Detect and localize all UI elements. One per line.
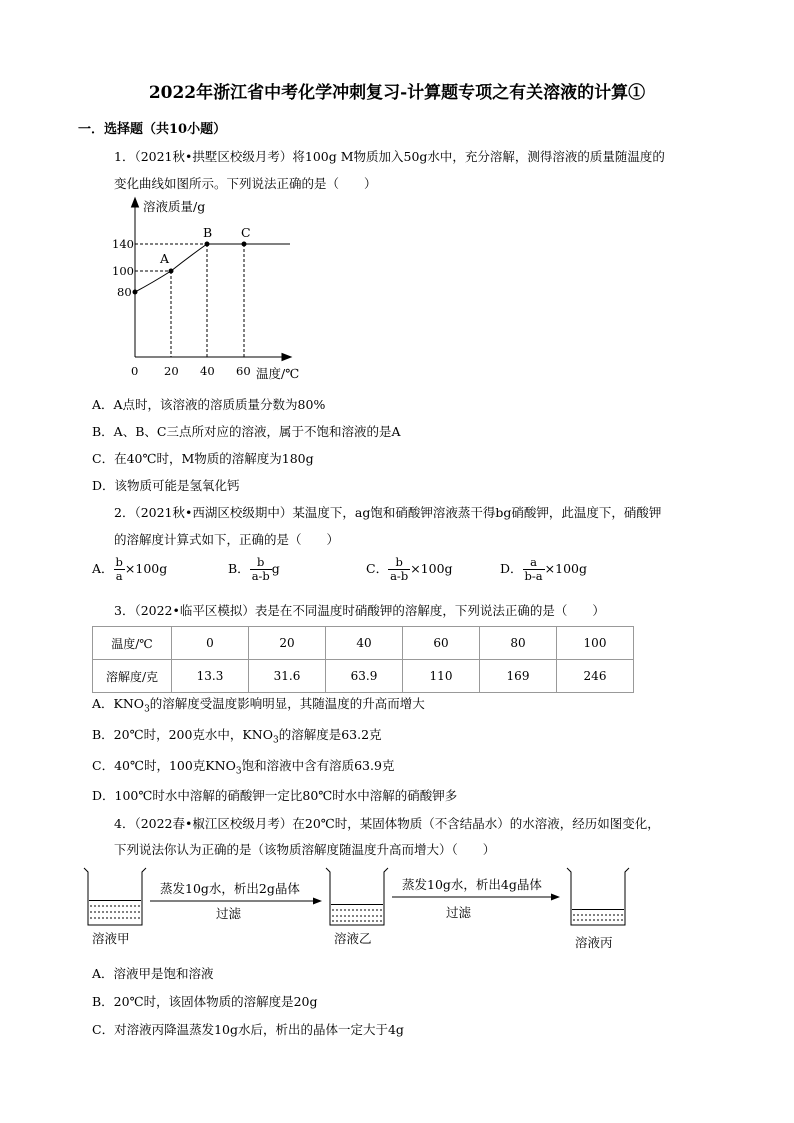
label-c: C: [241, 225, 251, 240]
table-cell: 246: [557, 660, 634, 693]
q2-option-a: A． $\frac{b}{a}$ ×100g: [92, 555, 168, 583]
table-cell: 20: [249, 627, 326, 660]
q1-option-a: A．A点时，该溶液的溶质质量分数为80%: [92, 397, 326, 412]
step2-top-label: 蒸发10g水，析出4g晶体: [402, 877, 542, 892]
q4-option-a: A．溶液甲是饱和溶液: [92, 966, 214, 981]
q1-option-c: C．在40℃时，M物质的溶解度为180g: [92, 451, 314, 466]
table-cell: 169: [480, 660, 557, 693]
ytick-80: 80: [117, 285, 132, 299]
q3-option-d: D．100℃时水中溶解的硝酸钾一定比80℃时水中溶解的硝酸钾多: [92, 788, 458, 803]
q4-stem-line1: 4．（2022春•椒江区校级月考）在20℃时，某固体物质（不含结晶水）的水溶液，经历如图变化，: [114, 816, 660, 831]
ytick-140: 140: [112, 237, 134, 251]
beaker-3-icon: [567, 868, 629, 925]
q3-option-b: B．20℃时，200克水中，$KNO_3$的溶解度是63.2克: [92, 727, 382, 746]
q2-stem-line2: 的溶解度计算式如下，正确的是（ ）: [114, 532, 340, 547]
table-cell: 110: [403, 660, 480, 693]
table-cell: 40: [326, 627, 403, 660]
arrow-1-head: [313, 898, 322, 905]
q2-option-b: B． $\frac{b}{a-b}$ g: [228, 555, 280, 583]
table-cell: 80: [480, 627, 557, 660]
beaker-3-label: 溶液丙: [575, 935, 613, 950]
section-heading: 一．选择题（共10小题）: [78, 122, 227, 137]
q2-stem-line1: 2．（2021秋•西湖区校级期中）某温度下，ag饱和硝酸钾溶液蒸干得bg硝酸钾，此温度下，硝酸钾: [114, 505, 662, 520]
table-cell: 60: [403, 627, 480, 660]
q1-option-b: B．A、B、C三点所对应的溶液，属于不饱和溶液的是A: [92, 424, 401, 439]
point-start: [133, 290, 138, 295]
q4-process-diagram: [78, 862, 638, 958]
step2-bottom-label: 过滤: [446, 905, 472, 920]
beaker-1-icon: [84, 868, 146, 925]
q1-option-d: D．该物质可能是氢氧化钙: [92, 478, 240, 493]
q3-option-c: C．40℃时，100克$KNO_3$饱和溶液中含有溶质63.9克: [92, 758, 395, 777]
table-row: [93, 660, 634, 693]
xtick-60: 60: [236, 364, 251, 378]
q4-stem-line2: 下列说法你认为正确的是（该物质溶解度随温度升高而增大）（ ）: [114, 842, 496, 857]
page-title: 2022年浙江省中考化学冲刺复习-计算题专项之有关溶液的计算①: [148, 83, 646, 103]
table-header-cell: 温度/℃: [93, 627, 172, 660]
q3-stem: 3．（2022•临平区模拟）表是在不同温度时硝酸钾的溶解度，下列说法正确的是（ ）: [114, 603, 605, 618]
xtick-40: 40: [200, 364, 215, 378]
beaker-1-label: 溶液甲: [92, 931, 130, 946]
q3-option-a: A．$KNO_3$的溶解度受温度影响明显，其随温度的升高而增大: [92, 696, 425, 715]
ytick-100: 100: [112, 264, 134, 278]
xtick-0: 0: [131, 364, 139, 378]
point-b: [205, 242, 210, 247]
x-axis-arrow: [282, 354, 291, 361]
xtick-20: 20: [164, 364, 179, 378]
arrow-2-head: [551, 894, 560, 901]
curve-0-20: [135, 271, 171, 292]
x-axis-label: 温度/℃: [256, 366, 300, 381]
table-cell: 100: [557, 627, 634, 660]
point-a: [169, 269, 174, 274]
solubility-table: [92, 626, 634, 693]
q4-option-b: B．20℃时，该固体物质的溶解度是20g: [92, 994, 318, 1009]
y-axis-arrow: [132, 198, 139, 207]
table-cell: 13.3: [172, 660, 249, 693]
label-a: A: [160, 251, 170, 266]
q4-option-c: C．对溶液丙降温蒸发10g水后，析出的晶体一定大于4g: [92, 1022, 404, 1037]
table-header-cell: 溶解度/克: [93, 660, 172, 693]
table-row: [93, 627, 634, 660]
q2-option-c: C． $\frac{b}{a-b}$ ×100g: [366, 555, 453, 583]
beaker-2-label: 溶液乙: [334, 931, 372, 946]
point-c: [242, 242, 247, 247]
q1-stem-line1: 1．（2021秋•拱墅区校级月考）将100g M物质加入50g水中，充分溶解，测得溶液的质量随温度的: [114, 149, 665, 164]
table-cell: 0: [172, 627, 249, 660]
step1-top-label: 蒸发10g水，析出2g晶体: [160, 881, 300, 896]
table-cell: 31.6: [249, 660, 326, 693]
y-axis-label: 溶液质量/g: [143, 199, 206, 214]
q1-stem-line2: 变化曲线如图所示。下列说法正确的是（ ）: [114, 176, 377, 191]
label-b: B: [203, 225, 213, 240]
curve-20-40: [171, 244, 207, 271]
step1-bottom-label: 过滤: [216, 906, 242, 921]
q2-option-d: D． $\frac{a}{b-a}$ ×100g: [500, 555, 587, 583]
table-cell: 63.9: [326, 660, 403, 693]
q1-mass-temperature-chart: [108, 195, 308, 385]
